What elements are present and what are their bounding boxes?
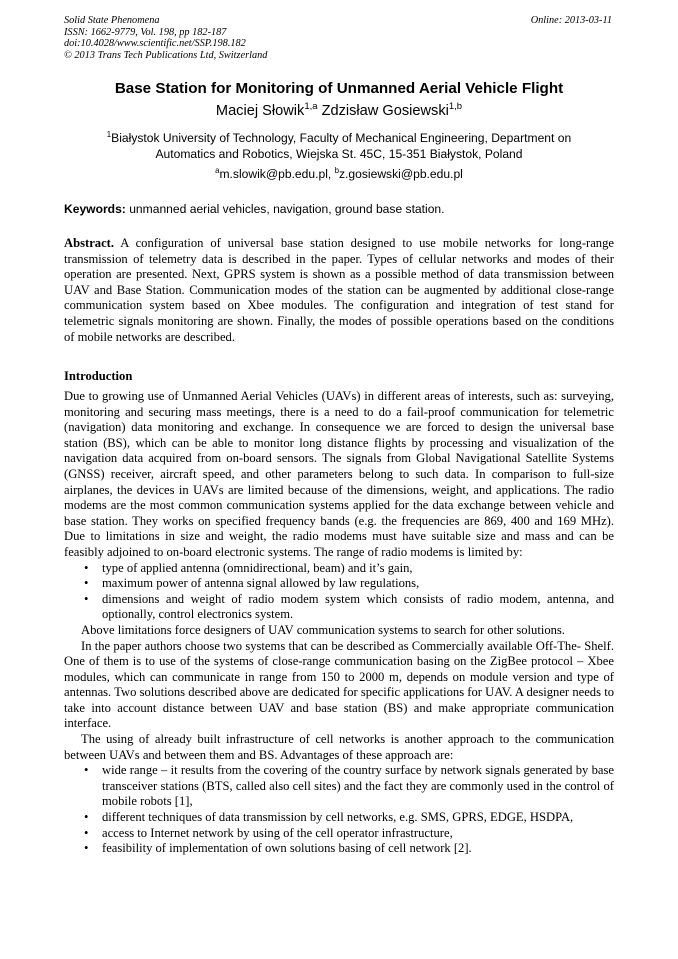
list-item: • wide range – it results from the covering of the country surface by network signals generated by base transceiver stations (BTS, called also cell sites) and the fact they are commonly used in the control of mobile robots [1], <box>84 763 614 809</box>
bullet-icon: • <box>84 576 89 591</box>
list-item: • maximum power of antenna signal allowed by law regulations, <box>84 576 420 591</box>
bullet-icon: • <box>84 825 89 840</box>
affiliation-line-1: Białystok University of Technology, Faculty of Mechanical Engineering, Department on <box>111 131 572 145</box>
affiliation-sup: 1 <box>106 129 112 139</box>
abstract-label: Abstract. <box>64 236 115 250</box>
list-item: • dimensions and weight of radio modem system which consists of radio modem, antenna, and optionally, control electronics system. <box>84 591 614 622</box>
email-a: m.slowik@pb.edu.pl, <box>219 167 332 181</box>
bullet-icon: • <box>84 841 89 856</box>
copyright-line: © 2013 Trans Tech Publications Ltd, Switzerland <box>64 49 268 61</box>
introduction-body <box>64 389 614 857</box>
abstract-text: A configuration of universal base station designed to use mobile networks for long-range transmission of telemetry data is described in the paper. Types of cellular networks and modes of their operation are presented. Next, GPRS system is shown as a possible method of data transmission between UAV and Base Station. Communication modes of the station can be augmented by additional close-range communication system based on Xbee modules. The configuration and integration of test stand for telemetric signals monitoring are shown. Finally, the modes of possible operations based on the conditions of mobile networks are described. <box>64 236 614 344</box>
email-a-sup: a <box>215 165 220 175</box>
authors-line <box>0 102 678 120</box>
bullet-icon: • <box>84 763 89 778</box>
bullet-icon: • <box>84 560 89 575</box>
email-b-sup: b <box>334 165 339 175</box>
list-item: • type of applied antenna (omnidirectional, beam) and it’s gain, <box>84 560 413 575</box>
section-heading-introduction: Introduction <box>64 369 133 383</box>
intro-paragraph-4: The using of already built infrastructure of cell networks is another approach to the communication between UAVs and between them and BS. Advantages of these approach are: <box>64 732 614 762</box>
affiliation-line-2: Automatics and Robotics, Wiejska St. 45C, 15-351 Białystok, Poland <box>155 147 523 161</box>
list-item: • different techniques of data transmission by cell networks, e.g. SMS, GPRS, EDGE, HSDPA, <box>84 810 574 825</box>
issn-line: ISSN: 1662-9779, Vol. 198, pp 182-187 <box>64 26 227 38</box>
list-item: • feasibility of implementation of own solutions basing of cell network [2]. <box>84 841 472 856</box>
author-emails <box>0 166 678 182</box>
bullet-icon: • <box>84 810 89 825</box>
intro-paragraph-1: Due to growing use of Unmanned Aerial Vehicles (UAVs) in different areas of interests, such as: surveying, monitoring and securing mass meetings, there is a need to do a fail-proof communication for telemetric (navigation) data monitoring and exchange. In consequence we are forced to design the universal base station (BS), which can be able to monitor long distance flights by processing and visualization of the navigation data acquired from on-board sensors. The signals from Global Navigational Satellite Systems (GNSS) receiver, aircraft speed, and other parameters belong to such data. In comparison to full-size airplanes, the devices in UAVs are limited because of the dimensions, weight, and applications. The radio modems are the most common communication systems applied for the data exchange between vehicle and base station. They works on specified frequency bands (e.g. the frequencies are 869, 400 and 169 MHz). Due to limitations in size and weight, the radio modems must have suitable size and mass and can be feasibly adjoined to on-board electronic systems. The range of radio modems is limited by: <box>64 389 614 559</box>
journal-header <box>64 15 267 61</box>
keywords-text: unmanned aerial vehicles, navigation, ground base station. <box>129 202 445 216</box>
intro-paragraph-2: Above limitations force designers of UAV communication systems to search for other solutions. <box>81 622 565 637</box>
bullet-icon: • <box>84 591 89 606</box>
limits-list <box>64 561 614 623</box>
author-1: Maciej Słowik <box>215 103 305 119</box>
author-1-sup: 1,a <box>304 101 318 113</box>
author-2-sup: 1,b <box>448 101 463 113</box>
journal-name: Solid State Phenomena <box>64 15 160 26</box>
author-2: Zdzisław Gosiewski <box>321 103 449 119</box>
list-item: • access to Internet network by using of the cell operator infrastructure, <box>84 825 453 840</box>
keywords-label: Keywords: <box>64 202 126 216</box>
doi-line: doi:10.4028/www.scientific.net/SSP.198.182 <box>64 38 246 50</box>
advantages-list <box>64 763 614 857</box>
abstract <box>64 236 614 345</box>
keywords <box>64 201 614 217</box>
online-date: Online: 2013-03-11 <box>530 15 612 26</box>
paper-title: Base Station for Monitoring of Unmanned Aerial Vehicle Flight <box>114 80 564 97</box>
intro-paragraph-3: In the paper authors choose two systems that can be described as Commercially available Off-The- Shelf. One of them is to use of the systems of close-range communication basing on the ZigBee protocol – Xbee modules, which can communicate in range from 150 to 2000 m, depends on module version and type of antennas. Two solutions described above are dedicated for specific applications for UAV. A designer needs to take into account distance between UAV and base station (BS) and make appropriate communication interface. <box>64 638 614 731</box>
email-b: z.gosiewski@pb.edu.pl <box>339 167 463 181</box>
affiliation <box>0 130 678 162</box>
